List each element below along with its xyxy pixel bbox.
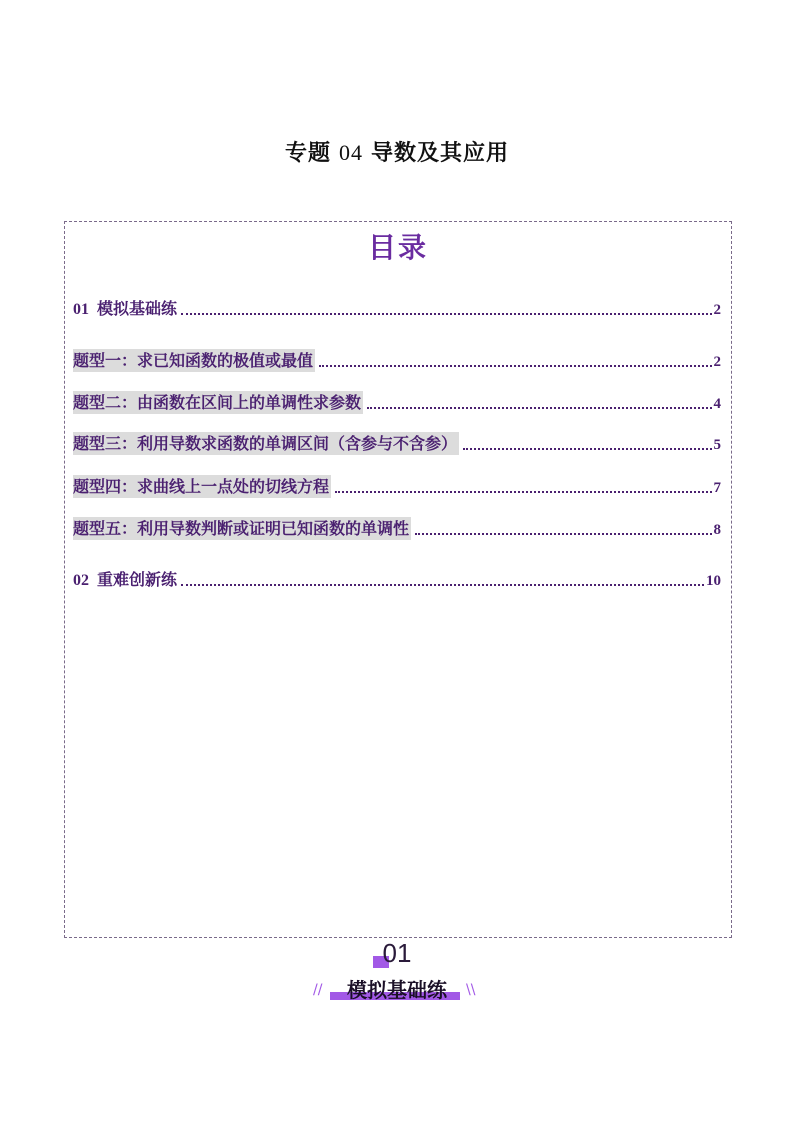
toc-entry-type-2[interactable] (73, 390, 721, 414)
toc-leader-dots (181, 584, 704, 586)
toc-leader-dots (463, 448, 711, 450)
toc-leader-dots (367, 407, 711, 409)
toc-entry-difficult-innovation[interactable] (73, 567, 721, 591)
toc-page-number: 5 (713, 437, 721, 453)
toc-entry-label: 题型三：利用导数求函数的单调区间（含参与不含参） (73, 434, 458, 453)
document-title (0, 136, 794, 167)
toc-leader-dots (181, 313, 711, 315)
toc-entry-label: 题型一：求已知函数的极值或最值 (73, 351, 314, 370)
toc-entry-text: 模拟基础练 (97, 299, 178, 318)
toc-leader-dots (415, 533, 711, 535)
toc-entry-number: 01 (73, 301, 89, 318)
toc-entry-type-1[interactable] (73, 348, 721, 372)
table-of-contents (64, 221, 732, 938)
toc-page-number: 8 (713, 522, 721, 538)
toc-entry-label: 题型五：利用导数判断或证明已知函数的单调性 (73, 519, 410, 538)
section-title: 模拟基础练 (347, 978, 447, 1002)
toc-page-number: 2 (713, 354, 721, 370)
toc-page-number: 10 (706, 573, 721, 589)
toc-leader-dots (319, 365, 711, 367)
toc-entry-simulated-basics[interactable] (73, 296, 721, 320)
left-slash-decoration: // (313, 982, 323, 998)
right-slash-decoration: \\ (466, 982, 476, 998)
title-number: 04 (339, 140, 363, 165)
title-suffix: 导数及其应用 (371, 141, 510, 166)
toc-entry-label: 题型二：由函数在区间上的单调性求参数 (73, 393, 362, 412)
section-header-badge (0, 938, 794, 1008)
toc-entry-label (73, 570, 177, 591)
toc-entry-label (73, 299, 177, 320)
title-prefix: 专题 (284, 141, 331, 166)
toc-entry-text: 重难创新练 (97, 570, 178, 589)
toc-page-number: 2 (713, 302, 721, 318)
toc-entry-number: 02 (73, 572, 89, 589)
toc-entry-type-3[interactable] (73, 431, 721, 455)
toc-page-number: 4 (713, 396, 721, 412)
toc-entry-label: 题型四：求曲线上一点处的切线方程 (73, 477, 330, 496)
toc-leader-dots (335, 491, 711, 493)
toc-heading: 目录 (367, 231, 428, 264)
toc-page-number: 7 (713, 480, 721, 496)
toc-entry-type-5[interactable] (73, 516, 721, 540)
section-number: 01 (382, 938, 412, 968)
toc-entry-type-4[interactable] (73, 474, 721, 498)
